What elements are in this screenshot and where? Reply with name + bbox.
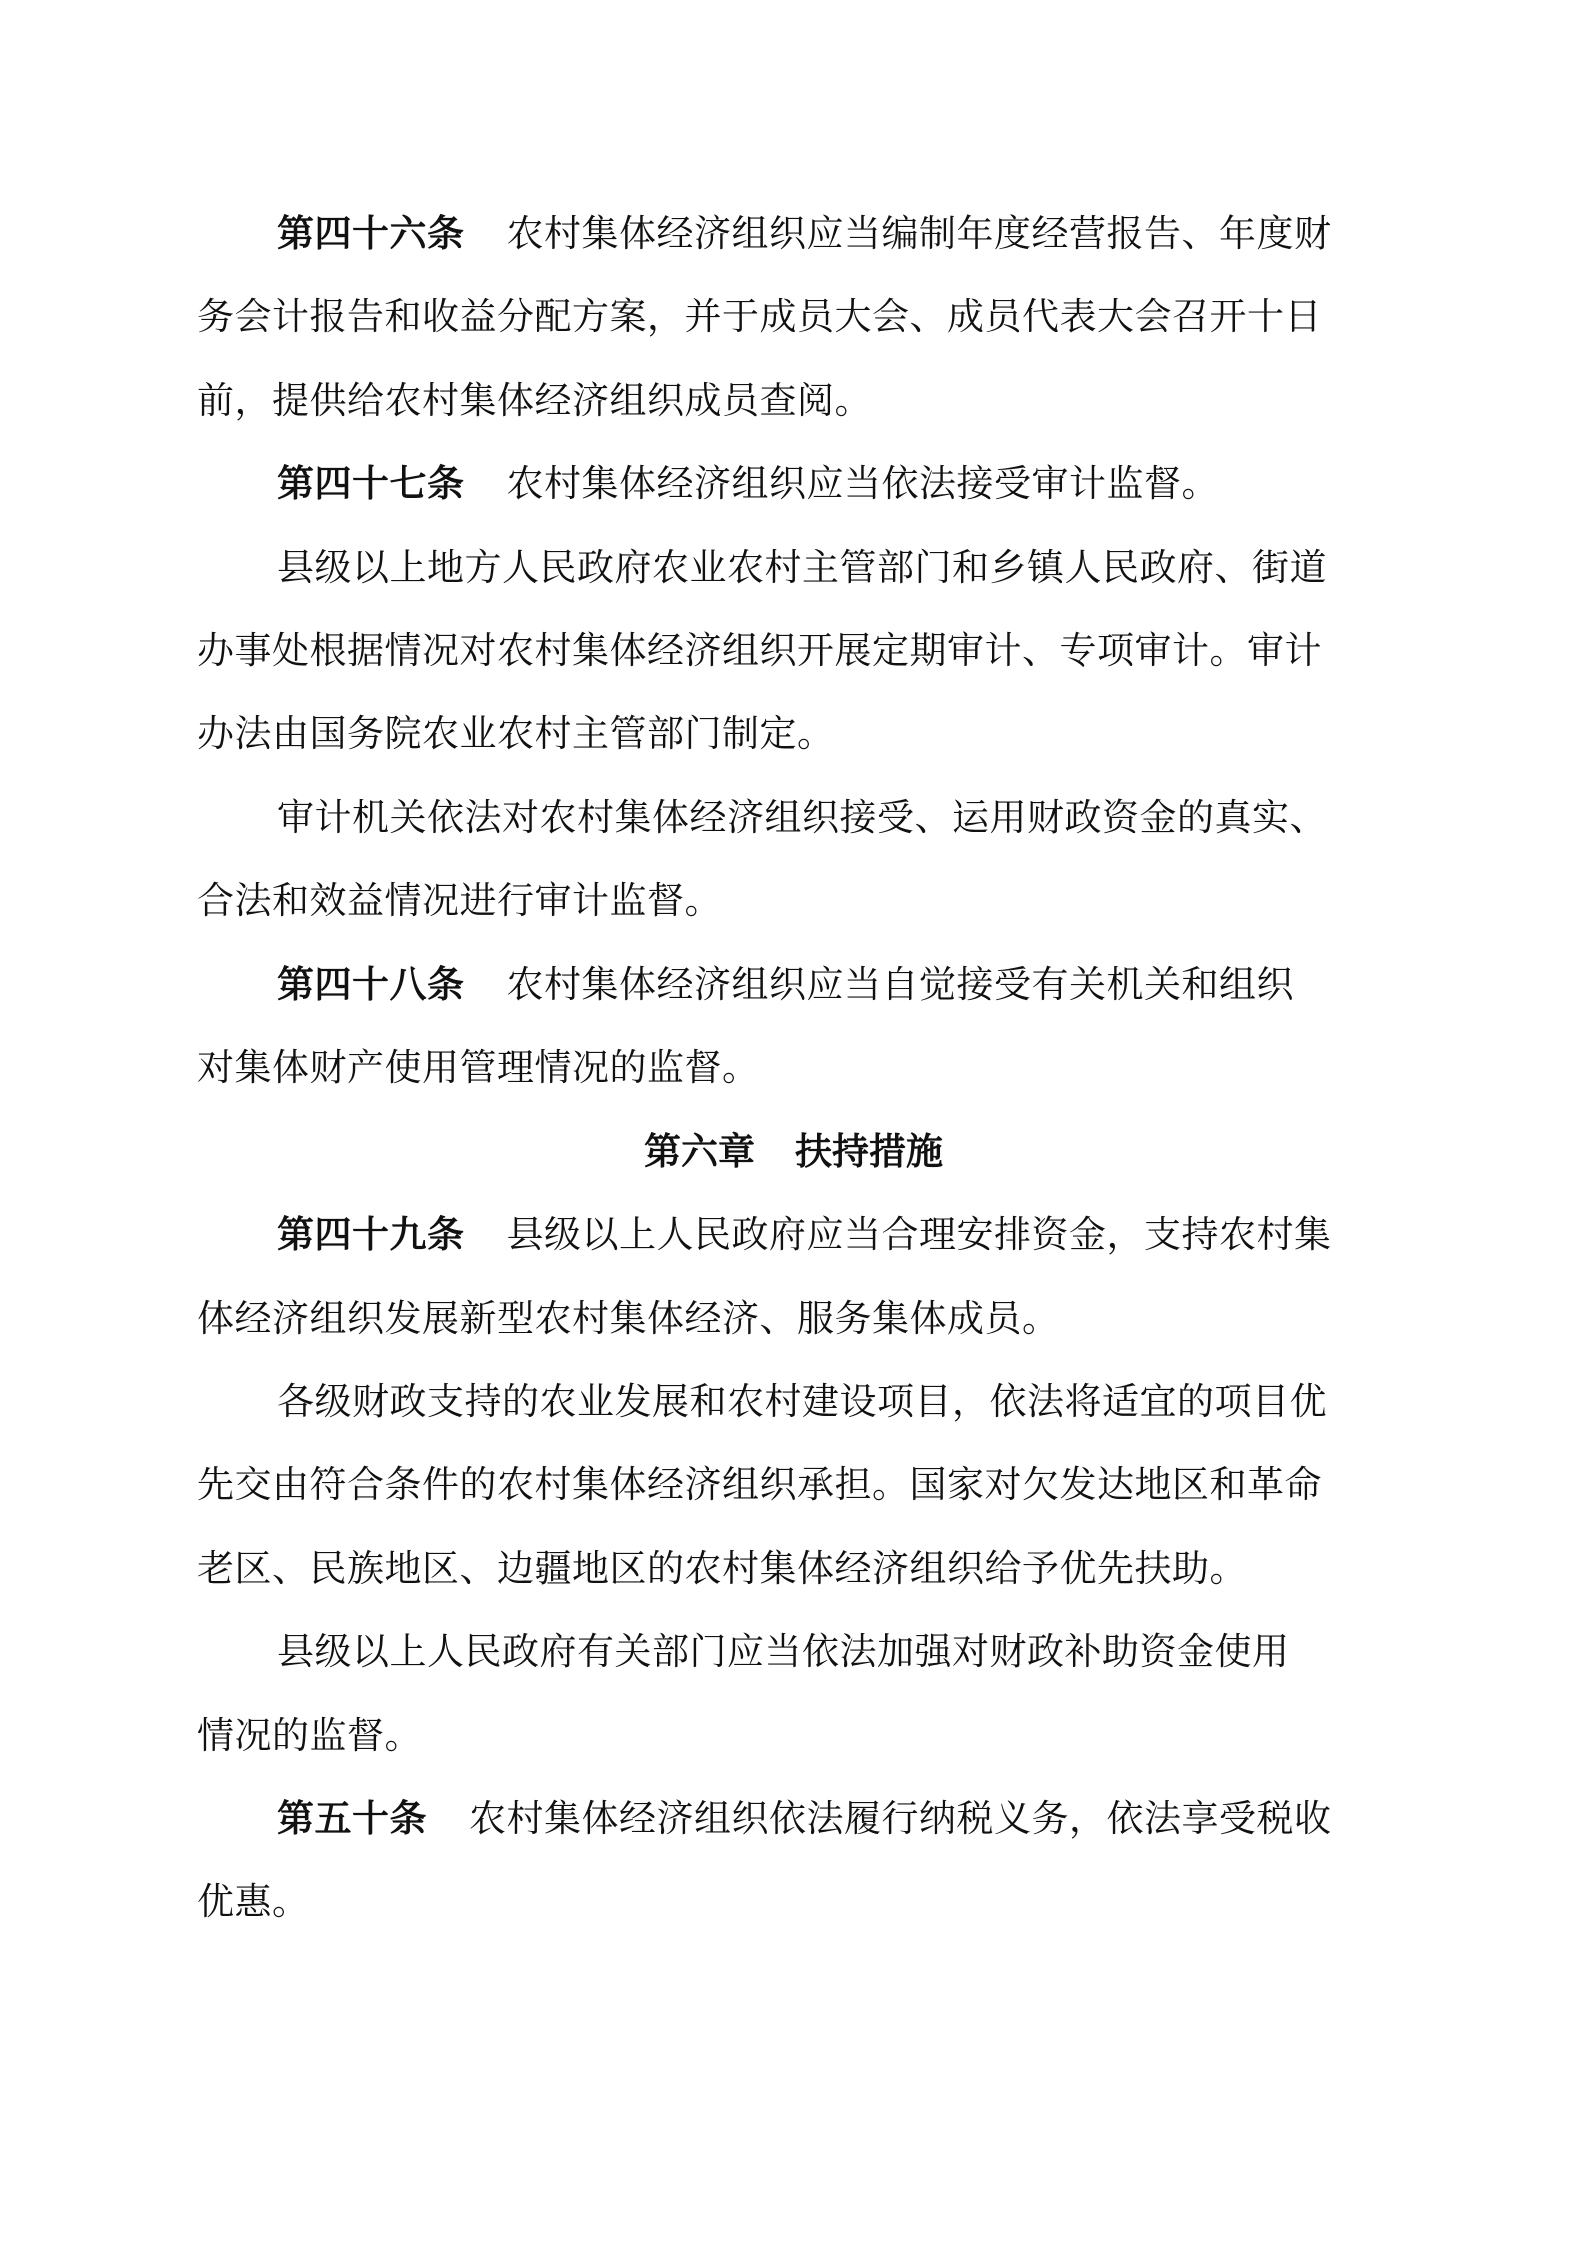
article-50-number: 第五十条 — [277, 1797, 427, 1840]
article-49-paragraph-2-line-3: 老区、民族地区、边疆地区的农村集体经济组织给予优先扶助。 — [197, 1547, 1247, 1590]
article-48-text: 农村集体经济组织应当自觉接受有关机关和组织 — [506, 963, 1294, 1006]
chapter-title: 扶持措施 — [795, 1130, 943, 1173]
article-46-line-3: 前，提供给农村集体经济组织成员查阅。 — [197, 379, 872, 422]
article-49-paragraph-3-line-1: 县级以上人民政府有关部门应当依法加强对财政补助资金使用 — [277, 1630, 1290, 1673]
article-47-text: 农村集体经济组织应当依法接受审计监督。 — [506, 462, 1219, 505]
article-48-line-1 — [277, 960, 1294, 1010]
article-50-line-2: 优惠。 — [197, 1880, 310, 1923]
article-47-line-1 — [277, 459, 1219, 509]
article-49-number: 第四十九条 — [277, 1213, 465, 1256]
article-49-line-1 — [277, 1210, 1332, 1260]
article-46-line-1 — [277, 209, 1332, 259]
article-46-number: 第四十六条 — [277, 212, 465, 255]
article-49-paragraph-2-line-1: 各级财政支持的农业发展和农村建设项目，依法将适宜的项目优 — [277, 1380, 1327, 1423]
article-49-paragraph-2-line-2: 先交由符合条件的农村集体经济组织承担。国家对欠发达地区和革命 — [197, 1463, 1322, 1506]
article-47-paragraph-3-line-2: 合法和效益情况进行审计监督。 — [197, 879, 722, 922]
article-48-line-2: 对集体财产使用管理情况的监督。 — [197, 1046, 760, 1089]
article-47-number: 第四十七条 — [277, 462, 465, 505]
article-47-paragraph-2-line-1: 县级以上地方人民政府农业农村主管部门和乡镇人民政府、街道 — [277, 546, 1327, 589]
article-47-paragraph-2-line-3: 办法由国务院农业农村主管部门制定。 — [197, 712, 835, 755]
chapter-number: 第六章 — [644, 1130, 755, 1173]
article-50-text: 农村集体经济组织依法履行纳税义务，依法享受税收 — [469, 1797, 1332, 1840]
article-49-line-2: 体经济组织发展新型农村集体经济、服务集体成员。 — [197, 1297, 1060, 1340]
article-49-paragraph-3-line-2: 情况的监督。 — [197, 1714, 422, 1757]
chapter-heading — [0, 1127, 1587, 1177]
article-47-paragraph-2-line-2: 办事处根据情况对农村集体经济组织开展定期审计、专项审计。审计 — [197, 629, 1322, 672]
article-49-text: 县级以上人民政府应当合理安排资金，支持农村集 — [506, 1213, 1332, 1256]
article-47-paragraph-3-line-1: 审计机关依法对农村集体经济组织接受、运用财政资金的真实、 — [277, 796, 1327, 839]
article-46-line-2: 务会计报告和收益分配方案，并于成员大会、成员代表大会召开十日 — [197, 295, 1322, 338]
article-50-line-1 — [277, 1794, 1332, 1844]
article-48-number: 第四十八条 — [277, 963, 465, 1006]
article-46-text: 农村集体经济组织应当编制年度经营报告、年度财 — [506, 212, 1332, 255]
